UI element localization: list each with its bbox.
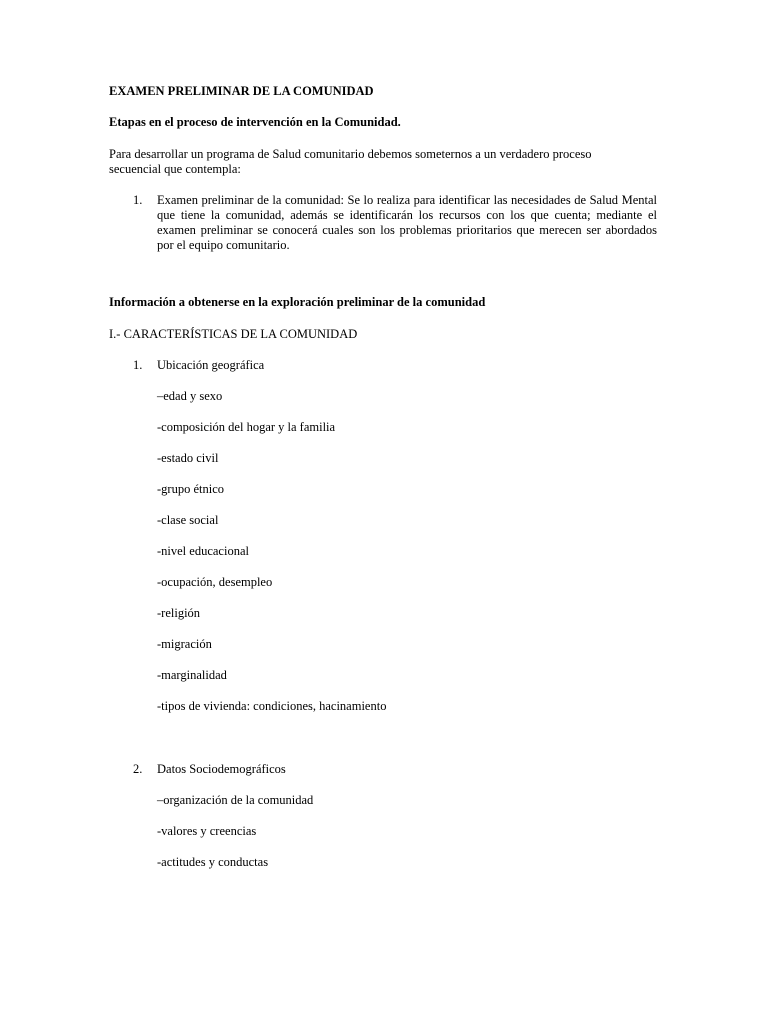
list-item: -religión bbox=[157, 606, 201, 620]
list-item: -valores y creencias bbox=[157, 824, 257, 838]
info-heading: Información a obtenerse en la exploración preliminar de la comunidad bbox=[109, 295, 486, 309]
step-1-number: 1. bbox=[133, 193, 143, 207]
item-1-label: Ubicación geográfica bbox=[157, 358, 265, 372]
list-item: -marginalidad bbox=[157, 668, 227, 682]
list-item: -estado civil bbox=[157, 451, 219, 465]
document-title: EXAMEN PRELIMINAR DE LA COMUNIDAD bbox=[109, 84, 374, 98]
step-1-text: Examen preliminar de la comunidad: Se lo realiza para identificar las necesidades de Salud Mental que tiene la comunidad, además se identificarán los recursos con los que cuenta; mediante el examen preliminar se conocerá cuales son los problemas prioritarios que merecen ser abordados por el equipo comunitario. bbox=[157, 193, 657, 252]
item-1-number: 1. bbox=[133, 358, 143, 372]
list-item: -composición del hogar y la familia bbox=[157, 420, 336, 434]
list-item: -tipos de vivienda: condiciones, hacinamiento bbox=[157, 699, 387, 713]
item-2-label: Datos Sociodemográficos bbox=[157, 762, 286, 776]
list-item: –organización de la comunidad bbox=[157, 793, 314, 807]
list-item: -migración bbox=[157, 637, 212, 651]
intro-line-2: secuencial que contempla: bbox=[109, 162, 241, 176]
intro-line-1: Para desarrollar un programa de Salud comunitario debemos someternos a un verdadero proceso bbox=[109, 147, 592, 161]
list-item: -nivel educacional bbox=[157, 544, 249, 558]
list-item: -ocupación, desempleo bbox=[157, 575, 273, 589]
section-1-heading: I.- CARACTERÍSTICAS DE LA COMUNIDAD bbox=[109, 327, 358, 341]
list-item: -actitudes y conductas bbox=[157, 855, 269, 869]
list-item: -clase social bbox=[157, 513, 219, 527]
list-item: –edad y sexo bbox=[157, 389, 223, 403]
document-subtitle: Etapas en el proceso de intervención en la Comunidad. bbox=[109, 115, 401, 129]
list-item: -grupo étnico bbox=[157, 482, 224, 496]
item-2-number: 2. bbox=[133, 762, 143, 776]
